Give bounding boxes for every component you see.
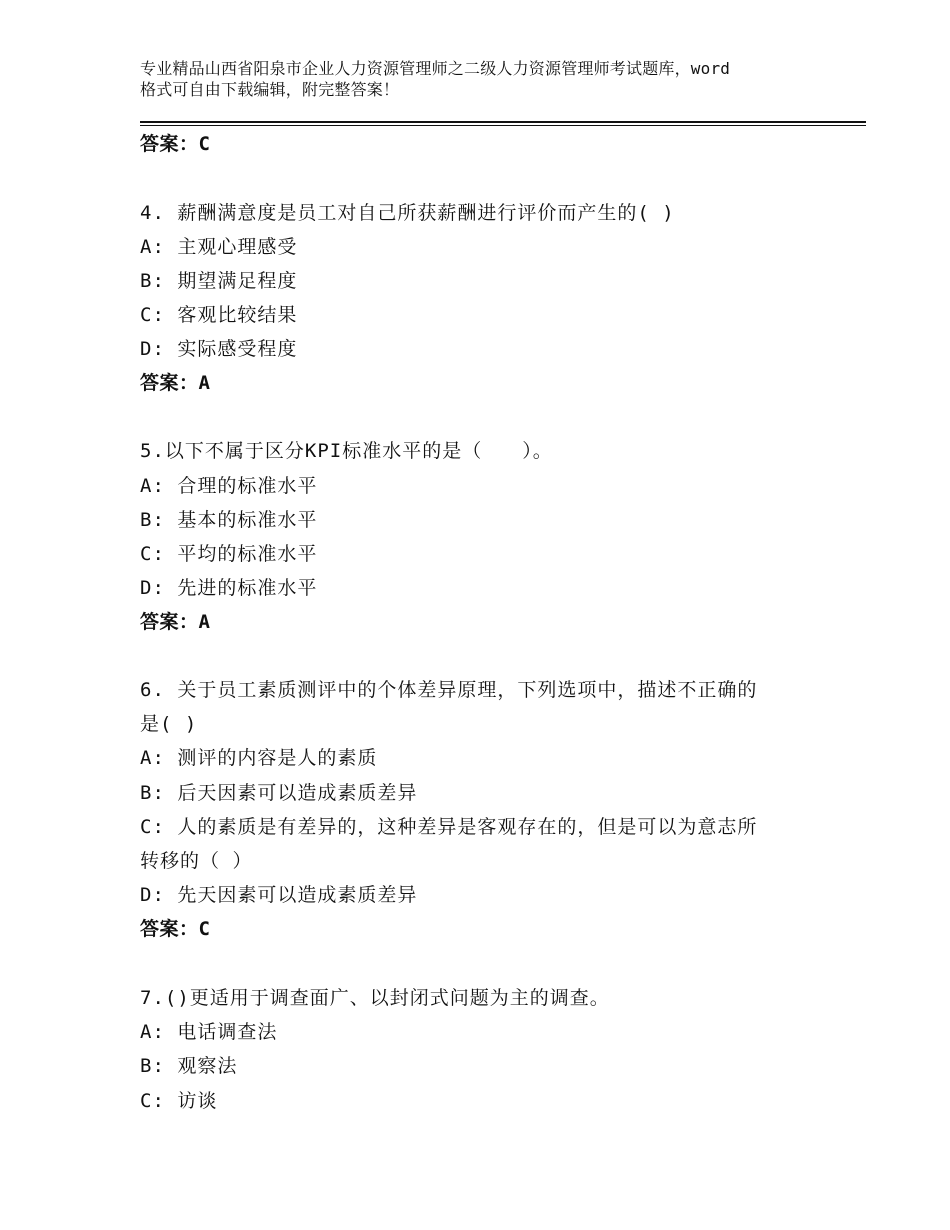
question-5-option-c: C: 平均的标准水平 <box>140 543 318 565</box>
question-7-stem: 7.()更适用于调查面广、以封闭式问题为主的调查。 <box>140 987 610 1009</box>
question-4-option-d: D: 实际感受程度 <box>140 338 298 360</box>
question-5-stem: 5.以下不属于区分KPI标准水平的是（ ）。 <box>140 440 553 462</box>
question-4-stem: 4. 薪酬满意度是员工对自己所获薪酬进行评价而产生的( ) <box>140 202 675 224</box>
header-line-1: 专业精品山西省阳泉市企业人力资源管理师之二级人力资源管理师考试题库，word <box>140 59 731 78</box>
question-6-option-c-line-2: 转移的（ ） <box>140 850 253 872</box>
question-7-option-b: B: 观察法 <box>140 1055 238 1077</box>
question-5-option-b: B: 基本的标准水平 <box>140 509 318 531</box>
question-6-option-b: B: 后天因素可以造成素质差异 <box>140 782 418 804</box>
answer-q4: 答案：A <box>140 372 211 394</box>
question-6-stem-line-2: 是( ) <box>140 713 198 735</box>
header-line-2: 格式可自由下载编辑，附完整答案！ <box>140 80 400 99</box>
question-5-option-d: D: 先进的标准水平 <box>140 577 318 599</box>
question-5-option-a: A: 合理的标准水平 <box>140 475 318 497</box>
question-4-option-b: B: 期望满足程度 <box>140 270 298 292</box>
question-6-option-a: A: 测评的内容是人的素质 <box>140 747 378 769</box>
answer-q6: 答案：C <box>140 918 211 940</box>
question-6-option-d: D: 先天因素可以造成素质差异 <box>140 884 418 906</box>
question-6-option-c-line-1: C: 人的素质是有差异的，这种差异是客观存在的，但是可以为意志所 <box>140 816 758 838</box>
header-divider-thin <box>140 125 866 126</box>
question-4-option-c: C: 客观比较结果 <box>140 304 298 326</box>
answer-q5: 答案：A <box>140 611 211 633</box>
document-header <box>140 58 830 100</box>
answer-q3: 答案：C <box>140 133 211 155</box>
question-4-option-a: A: 主观心理感受 <box>140 236 298 258</box>
question-6-stem-line-1: 6. 关于员工素质测评中的个体差异原理，下列选项中，描述不正确的 <box>140 679 758 701</box>
header-divider-thick <box>140 121 866 123</box>
question-7-option-a: A: 电话调查法 <box>140 1021 278 1043</box>
question-7-option-c: C: 访谈 <box>140 1090 218 1112</box>
